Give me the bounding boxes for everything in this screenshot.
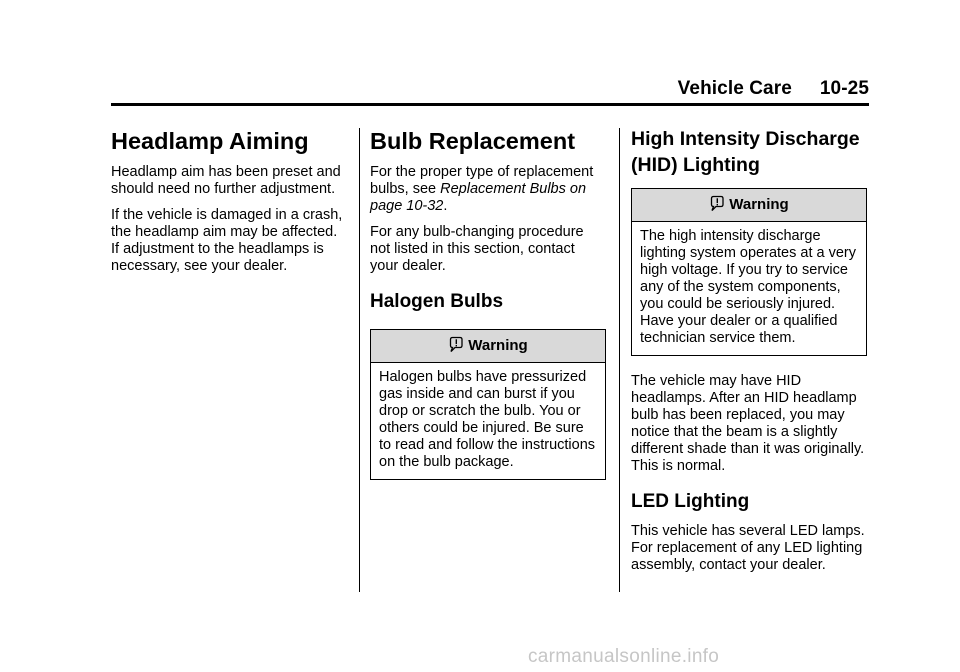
warning-icon xyxy=(448,336,464,353)
subsection-heading: Halogen Bulbs xyxy=(370,291,504,312)
warning-body: Halogen bulbs have pressurized gas inside and can burst if you drop or scratch the bulb. You or others could be injured. Be sure to read and follow the instructions on the bulb package. xyxy=(379,369,596,470)
warning-header xyxy=(632,189,866,222)
section-title: Vehicle Care xyxy=(677,78,792,99)
warning-title: Warning xyxy=(468,337,528,354)
page-number: 10-25 xyxy=(819,78,869,99)
paragraph: This vehicle has several LED lamps. For replacement of any LED lighting assembly, contact your dealer. xyxy=(631,523,865,573)
column-bulb-replacement xyxy=(370,124,610,480)
paragraph: Headlamp aim has been preset and should need no further adjustment. xyxy=(111,164,341,197)
paragraph: The vehicle may have HID headlamps. After an HID headlamp bulb has been replaced, you may notice that the beam is a slightly different shade than it was originally. This is normal. xyxy=(631,373,865,474)
column-hid-lighting xyxy=(631,124,871,574)
section-heading: Headlamp Aiming xyxy=(111,128,309,154)
column-divider xyxy=(619,128,620,592)
warning-box xyxy=(370,329,606,480)
running-header xyxy=(678,78,869,100)
watermark: carmanualsonline.info xyxy=(528,646,720,667)
header-rule xyxy=(111,103,869,106)
column-divider xyxy=(359,128,360,592)
warning-box xyxy=(631,188,867,356)
warning-header xyxy=(371,330,605,363)
paragraph: For the proper type of replacement bulbs, see Replacement Bulbs on page 10-32. xyxy=(370,164,594,214)
warning-body: The high intensity discharge lighting system operates at a very high voltage. If you try to service any of the system components, you could be seriously injured. Have your dealer or a qualified technician service them. xyxy=(640,228,856,346)
subsection-heading: LED Lighting xyxy=(631,491,750,512)
section-heading: Bulb Replacement xyxy=(370,128,576,154)
cross-reference-link[interactable]: Replacement Bulbs on page 10-32 xyxy=(370,181,587,214)
paragraph: For any bulb-changing procedure not listed in this section, contact your dealer. xyxy=(370,224,584,274)
warning-icon xyxy=(709,195,725,212)
section-heading: High Intensity Discharge (HID) Lighting xyxy=(631,128,860,176)
warning-title: Warning xyxy=(729,196,789,213)
paragraph: If the vehicle is damaged in a crash, the headlamp aim may be affected. If adjustment to the headlamps is necessary, see your dealer. xyxy=(111,207,343,274)
column-headlamp-aiming xyxy=(111,124,351,275)
